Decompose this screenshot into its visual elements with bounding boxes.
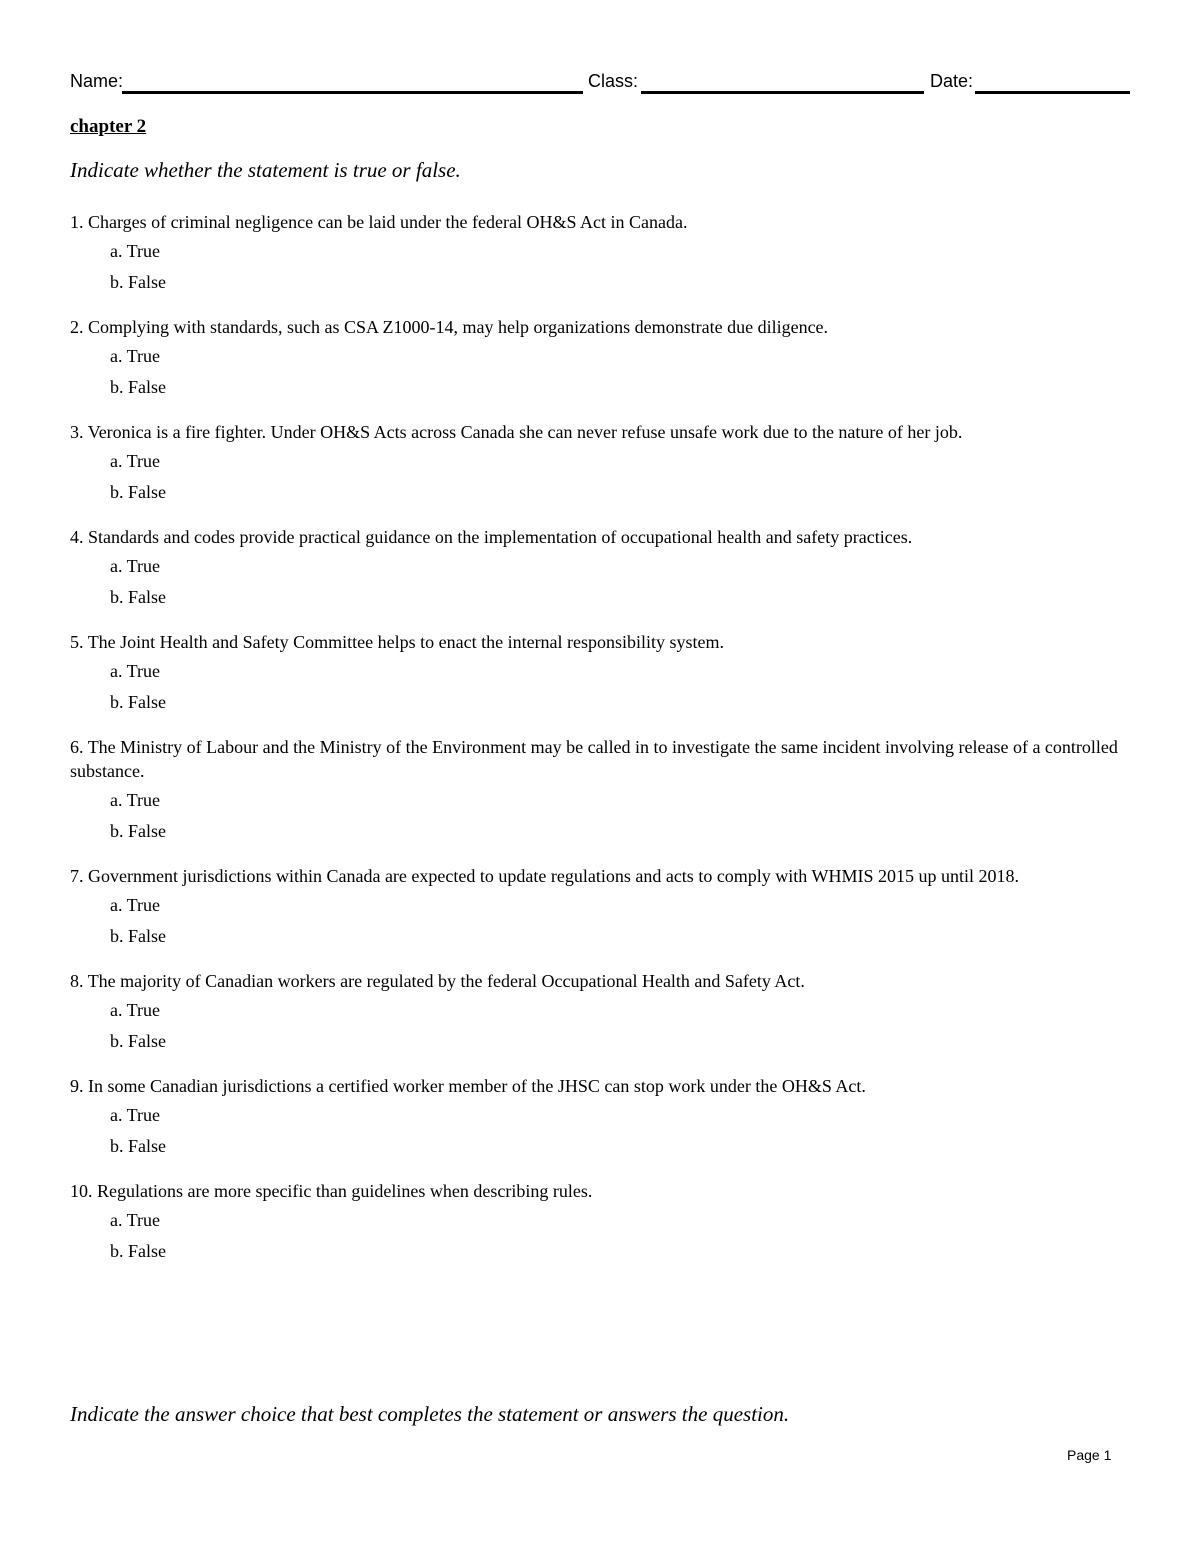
- question-item: [70, 420, 1120, 506]
- question-list: [70, 210, 1120, 1284]
- choice-true[interactable]: a. True: [110, 241, 161, 261]
- question-number: 2.: [70, 317, 84, 337]
- choice-true[interactable]: a. True: [110, 451, 161, 471]
- question-item: [70, 525, 1120, 611]
- choice-false[interactable]: b. False: [110, 1031, 166, 1051]
- question-stem: [70, 1074, 1120, 1098]
- question-text: Complying with standards, such as CSA Z1000-14, may help organizations demonstrate due diligence.: [88, 317, 829, 337]
- choice-true[interactable]: a. True: [110, 1105, 161, 1125]
- chapter-title: chapter 2: [70, 116, 147, 137]
- question-number: 7.: [70, 866, 84, 886]
- question-text: The majority of Canadian workers are regulated by the federal Occupational Health and Safety Act.: [87, 971, 805, 991]
- date-label: Date:: [930, 71, 974, 91]
- question-item: [70, 1074, 1120, 1160]
- choice-true[interactable]: a. True: [110, 1000, 161, 1020]
- question-stem: [70, 735, 1120, 783]
- page-number: Page 1: [1067, 1447, 1112, 1463]
- question-text: Government jurisdictions within Canada are expected to update regulations and acts to comply with WHMIS 2015 up until 2018.: [88, 866, 1019, 886]
- choice-false[interactable]: b. False: [110, 587, 166, 607]
- question-text: Charges of criminal negligence can be laid under the federal OH&S Act in Canada.: [88, 212, 688, 232]
- choice-false[interactable]: b. False: [110, 926, 166, 946]
- choice-false[interactable]: b. False: [110, 692, 166, 712]
- choice-false[interactable]: b. False: [110, 377, 166, 397]
- question-text: Veronica is a fire fighter. Under OH&S Acts across Canada she can never refuse unsafe work due to the nature of her job.: [87, 422, 963, 442]
- choice-true[interactable]: a. True: [110, 556, 161, 576]
- choice-true[interactable]: a. True: [110, 895, 161, 915]
- class-field-line: [641, 91, 924, 94]
- question-item: [70, 864, 1120, 950]
- multiple-choice-instruction: Indicate the answer choice that best completes the statement or answers the question.: [70, 1402, 790, 1426]
- question-number: 8.: [70, 971, 84, 991]
- question-stem: [70, 864, 1120, 888]
- question-stem: [70, 210, 1120, 234]
- date-field-line: [975, 91, 1130, 94]
- question-number: 10.: [70, 1181, 93, 1201]
- question-stem: [70, 630, 1120, 654]
- question-stem: [70, 1179, 1120, 1203]
- name-field-line: [122, 91, 583, 94]
- question-number: 5.: [70, 632, 84, 652]
- question-item: [70, 630, 1120, 716]
- question-item: [70, 210, 1120, 296]
- question-number: 1.: [70, 212, 84, 232]
- choice-true[interactable]: a. True: [110, 790, 161, 810]
- question-text: Standards and codes provide practical guidance on the implementation of occupational health and safety practices.: [88, 527, 913, 547]
- class-label: Class:: [588, 71, 639, 91]
- true-false-instruction: Indicate whether the statement is true or false.: [70, 158, 461, 182]
- choice-false[interactable]: b. False: [110, 272, 166, 292]
- question-text: The Joint Health and Safety Committee helps to enact the internal responsibility system.: [87, 632, 725, 652]
- question-item: [70, 969, 1120, 1055]
- choice-true[interactable]: a. True: [110, 661, 161, 681]
- question-text: In some Canadian jurisdictions a certified worker member of the JHSC can stop work under the OH&S Act.: [88, 1076, 866, 1096]
- question-text: The Ministry of Labour and the Ministry of the Environment may be called in to investigate the same incident involving release of a controlled substance.: [70, 737, 1118, 781]
- choice-false[interactable]: b. False: [110, 482, 166, 502]
- question-number: 6.: [70, 737, 84, 757]
- question-number: 3.: [70, 422, 84, 442]
- question-number: 9.: [70, 1076, 84, 1096]
- question-item: [70, 1179, 1120, 1265]
- choice-false[interactable]: b. False: [110, 1241, 166, 1261]
- question-item: [70, 315, 1120, 401]
- question-item: [70, 735, 1120, 845]
- question-stem: [70, 315, 1120, 339]
- question-stem: [70, 420, 1120, 444]
- question-text: Regulations are more specific than guidelines when describing rules.: [97, 1181, 593, 1201]
- question-stem: [70, 525, 1120, 549]
- name-label: Name:: [70, 71, 124, 91]
- choice-true[interactable]: a. True: [110, 346, 161, 366]
- question-stem: [70, 969, 1120, 993]
- choice-false[interactable]: b. False: [110, 1136, 166, 1156]
- student-info-header: [70, 70, 1130, 96]
- choice-true[interactable]: a. True: [110, 1210, 161, 1230]
- choice-false[interactable]: b. False: [110, 821, 166, 841]
- question-number: 4.: [70, 527, 84, 547]
